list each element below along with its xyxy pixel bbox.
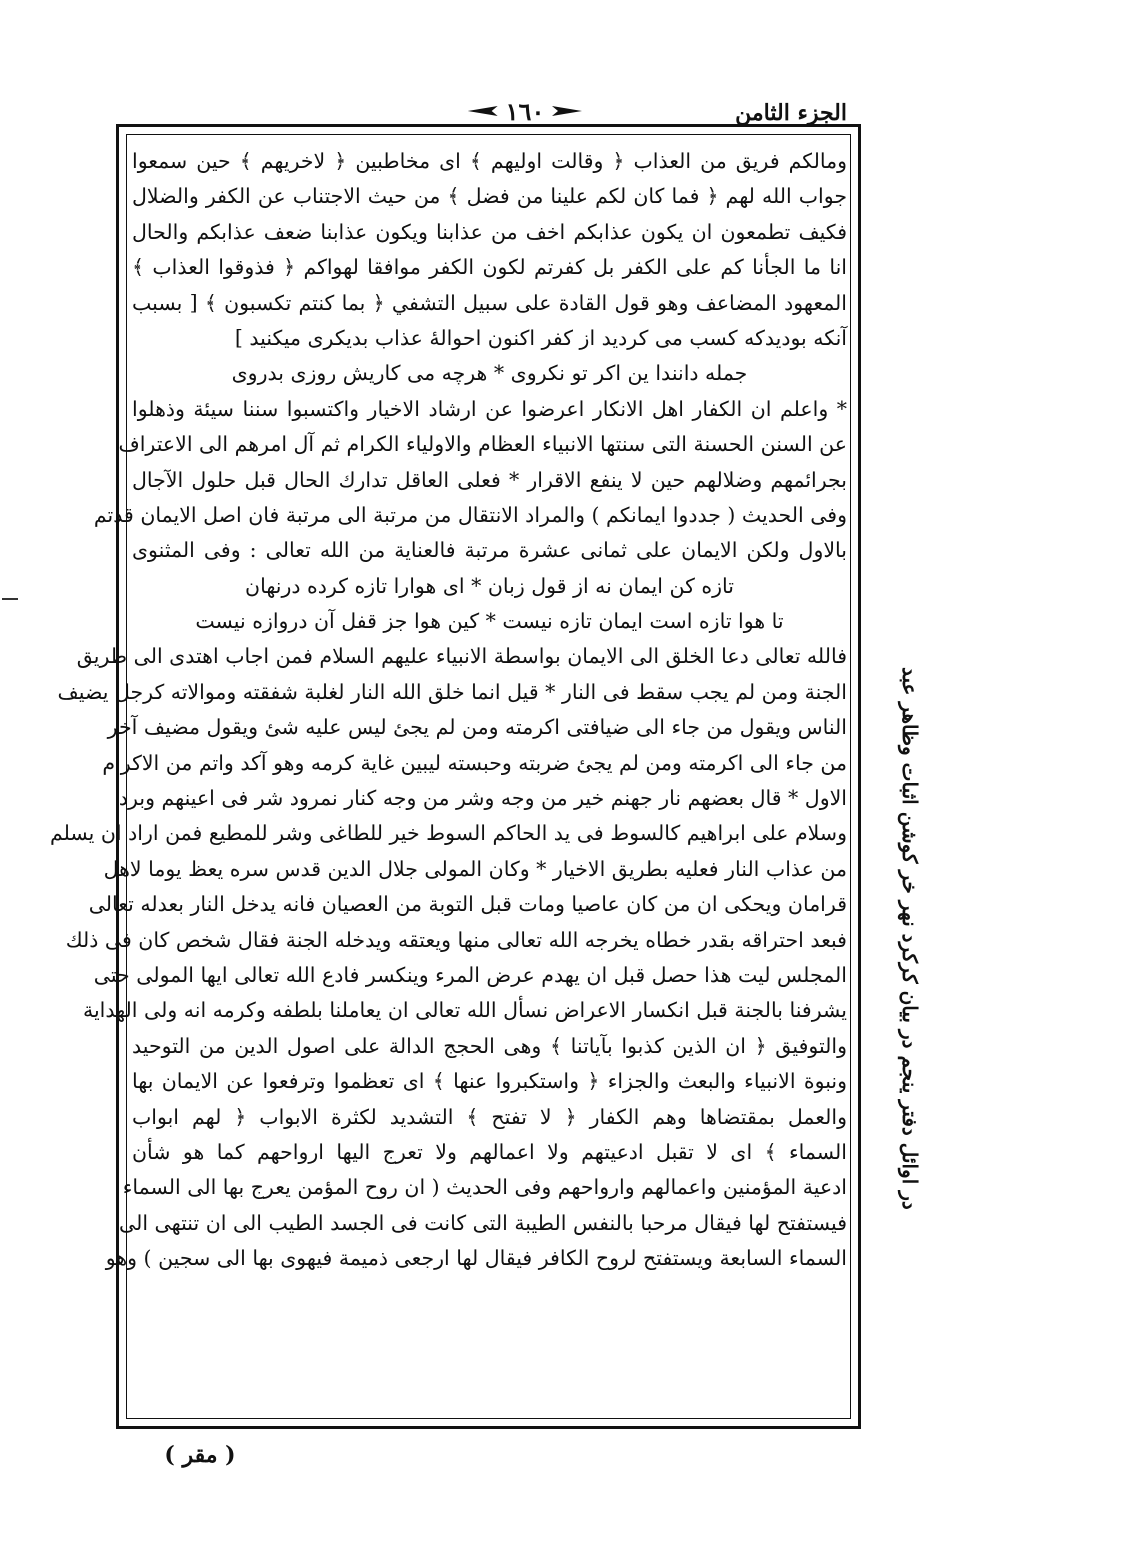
text-line: من عذاب النار فعليه بطريق الاخيار * وكان المولى جلال الدين قدس سره يعظ يوما لاهل bbox=[103, 856, 847, 881]
text-line: يشرفنا بالجنة قبل انكسار الاعراض نسأل الله تعالى ان يعاملنا بلطفه وكرمه انه ولى الهداية bbox=[82, 998, 847, 1023]
text-line: فيستفتح لها فيقال مرحبا بالنفس الطيبة التى كانت فى الجسد الطيب الى ان تنتهى الى bbox=[119, 1210, 847, 1235]
text-line: والتوفيق ﴿ ان الذين كذبوا بآياتنا ﴾ وهى الحجج الدالة على اصول الدين من التوحيد bbox=[132, 1033, 847, 1058]
text-line: بجرائمهم وضلالهم حين لا ينفع الاقرار * فعلى العاقل تدارك الحال قبل حلول الآجال bbox=[132, 467, 847, 492]
margin-note: در اوائل دفتر ینجم در بیان کرکرد نهر خر کوشن اثبات وظاهر عبد bbox=[898, 667, 922, 1210]
text-line: جواب الله لهم ﴿ فما كان لكم علينا من فضل ﴾ من حيث الاجتناب عن الكفر والضلال bbox=[132, 184, 847, 209]
text-line: الناس ويقول من جاء الى ضيافتى اكرمته ومن لم يجئ ليس عليه شئ ويقول مضيف آخر bbox=[107, 715, 847, 740]
text-line: من جاء الى اكرمته ومن لم يجئ ضربته وحبسته ليبين غاية كرمه وهو آكد واتم من الاكرام bbox=[102, 750, 847, 775]
margin-tick-icon bbox=[2, 598, 18, 600]
text-line: عن السنن الحسنة التى سنتها الانبياء العظام والاولياء الكرام ثم آل امرهم الى الاعتراف bbox=[118, 432, 847, 457]
text-line: آنكه بوديدكه كسب مى كرديد از كفر اكنون احوالهٔ عذاب بديكرى ميكنيد ] bbox=[234, 325, 847, 350]
text-line: السماء السابعة ويستفتح لروح الكافر فيقال لها ارجعى ذميمة فيهوى بها الى سجين ) وهو bbox=[105, 1246, 847, 1271]
text-line: وسلام على ابراهيم كالسوط فى يد الحاكم السوط خير للطاغى وشر للمطيع فمن اراد ان يسلم bbox=[49, 821, 847, 846]
text-line: فكيف تطمعون ان يكون عذابكم اخف من عذابنا ويكون عذابنا ضعف عذابكم والحال bbox=[132, 219, 847, 244]
text-line: والعمل بمقتضاها وهم الكفار ﴿ لا تفتح ﴾ التشديد لكثرة الابواب ﴿ لهم ابواب bbox=[132, 1104, 847, 1129]
text-line: فالله تعالى دعا الخلق الى الايمان بواسطة الانبياء عليهم السلام فمن اجاب اهتدى الى طريق bbox=[76, 644, 847, 669]
text-line: بالاول ولكن الايمان على ثمانى عشرة مرتبة فالعناية من الله تعالى : وفى المثنوى bbox=[132, 538, 847, 563]
ornament-left-icon bbox=[468, 106, 498, 116]
text-line: المجلس ليت هذا حصل قبل ان يهدم عرض المرء وينكسر فادع الله تعالى ايها المولى حتى bbox=[93, 962, 847, 987]
ornament-right-icon bbox=[552, 106, 582, 116]
text-line: انا ما الجأنا كم على الكفر بل كفرتم لكون الكفر موافقا لهواكم ﴿ فذوقوا العذاب ﴾ bbox=[132, 255, 847, 280]
part-label: الجزء الثامن bbox=[735, 100, 847, 126]
verse-line: تا هوا تازه است ايمان تازه نيست * كين هوا جز قفل آن دروازه نيست bbox=[195, 609, 784, 634]
page-number-value: ١٦٠ bbox=[505, 96, 545, 126]
text-line: الاول * قال بعضهم نار جهنم خير من وجه وشر من وجه كنار نمرود شر فى اعينهم وبرد bbox=[118, 786, 847, 811]
text-line: * واعلم ان الكفار اهل الانكار اعرضوا عن ارشاد الاخيار واكتسبوا سننا سيئة وذهلوا bbox=[132, 396, 847, 421]
page-number bbox=[460, 96, 590, 126]
catchword: ( مقر ) bbox=[164, 1442, 236, 1468]
text-line: ومالكم فريق من العذاب ﴿ وقالت اولیهم ﴾ ای مخاطبين ﴿ لاخريهم ﴾ حين سمعوا bbox=[132, 149, 847, 173]
text-line: الجنة ومن لم يجب سقط فى النار * قيل انما خلق الله النار لغلبة شفقته وموالاته كرجل يضيف bbox=[57, 679, 847, 704]
text-line: ادعية المؤمنين واعمالهم وارواحهم وفى الحديث ( ان روح المؤمن يعرج بها الى السماء bbox=[122, 1175, 847, 1200]
verse-line: تازه كن ايمان نه از قول زبان * اى هوارا تازه كرده درنهان bbox=[245, 573, 734, 598]
verse-line: جمله دانندا ين اكر تو نكروى * هرچه مى كاريش روزى بدروى bbox=[231, 361, 748, 386]
text-line: فبعد احتراقه بقدر خطاه يخرجه الله تعالى منها ويعتقه ويدخله الجنة فقال شخص كان فى ذلك bbox=[65, 927, 847, 952]
main-text bbox=[49, 144, 847, 1277]
text-line: المعهود المضاعف وهو قول القادة على سبيل التشفي ﴿ بما كنتم تكسبون ﴾ [ بسبب bbox=[132, 290, 847, 315]
text-line: السماء ﴾ اى لا تقبل ادعيتهم ولا اعمالهم ولا تعرج اليها ارواحهم كما هو شأن bbox=[132, 1139, 847, 1164]
text-line: وفى الحديث ( جددوا ايمانكم ) والمراد الانتقال من مرتبة الى مرتبة فان اصل الايمان قدتم bbox=[93, 502, 847, 527]
text-line: قرامان ويحكى ان من كان عاصيا ومات قبل التوبة من العصيان فانه يدخل النار بعدله تعالى bbox=[88, 892, 847, 917]
text-line: ونبوة الانبياء والبعث والجزاء ﴿ واستكبروا عنها ﴾ اى تعظموا وترفعوا عن الايمان بها bbox=[132, 1069, 847, 1094]
